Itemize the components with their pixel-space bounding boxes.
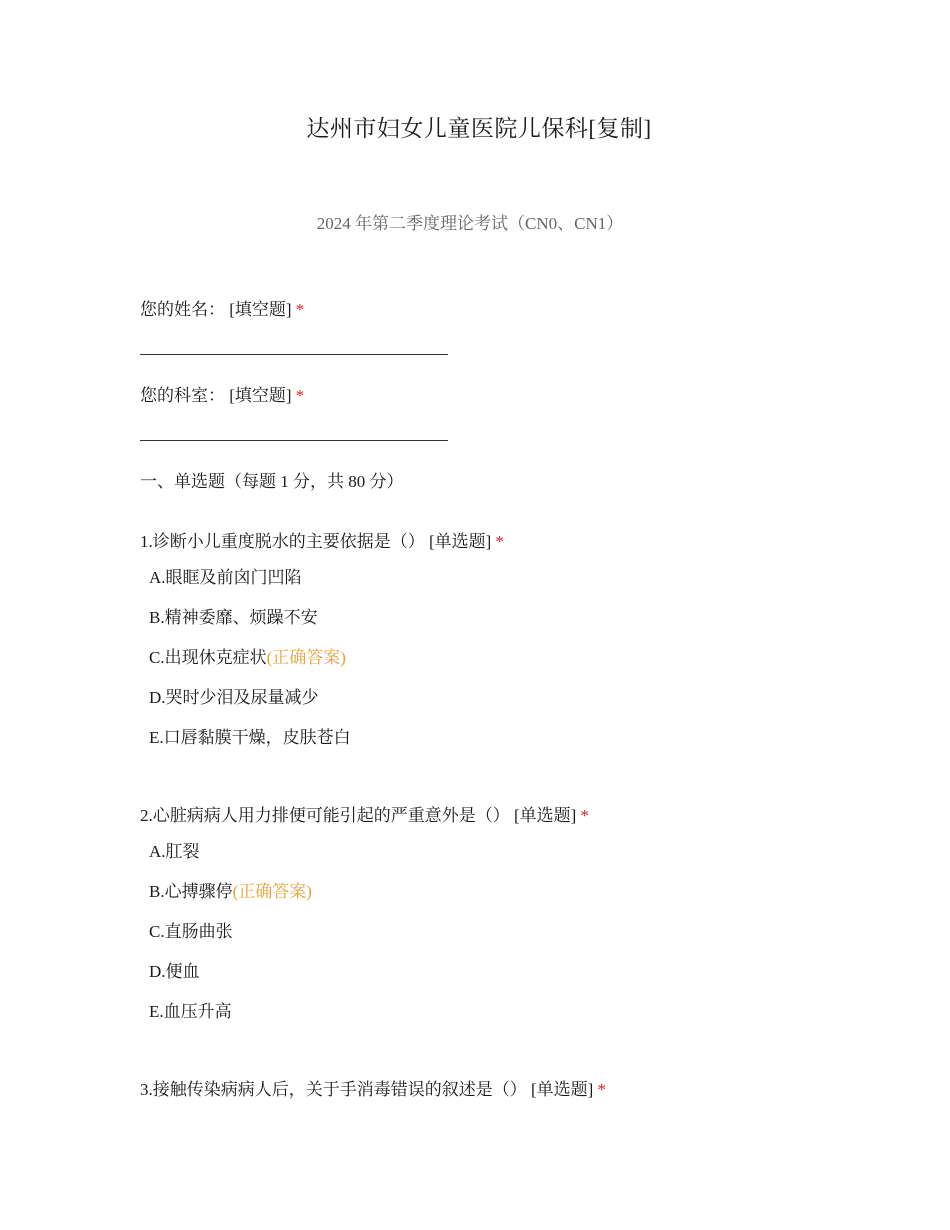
question-2	[140, 803, 900, 1039]
correct-answer-tag: (正确答案)	[266, 648, 346, 667]
page-subtitle: 2024 年第二季度理论考试（CN0、CN1）	[316, 214, 624, 233]
name-field-text: 您的姓名： [填空题]	[140, 300, 292, 319]
question-text: 2.心脏病病人用力排便可能引起的严重意外是（） [单选题]	[140, 806, 577, 825]
correct-answer-tag: (正确答案)	[232, 882, 312, 901]
required-mark: *	[295, 300, 305, 319]
question-text: 3.接触传染病病人后，关于手消毒错误的叙述是（） [单选题]	[140, 1080, 594, 1099]
option-a[interactable]	[149, 839, 900, 879]
option-b[interactable]	[149, 605, 900, 645]
question-text: 1.诊断小儿重度脱水的主要依据是（） [单选题]	[140, 532, 492, 551]
survey-content	[140, 297, 900, 1141]
option-e[interactable]	[149, 999, 900, 1039]
name-field-label	[140, 297, 900, 323]
option-text: B.心搏骤停	[149, 882, 233, 901]
option-text: D.哭时少泪及尿量减少	[149, 688, 319, 707]
option-c[interactable]	[149, 645, 900, 685]
department-field	[140, 383, 900, 441]
name-input-line[interactable]	[140, 354, 448, 355]
question-title	[140, 529, 900, 555]
option-text: E.口唇黏膜干燥，皮肤苍白	[149, 728, 351, 747]
department-field-label	[140, 383, 900, 409]
required-mark: *	[597, 1080, 606, 1099]
question-1	[140, 529, 900, 765]
option-text: A.眼眶及前囟门凹陷	[149, 568, 302, 587]
option-a[interactable]	[149, 565, 900, 605]
required-mark: *	[295, 386, 305, 405]
department-input-line[interactable]	[140, 440, 448, 441]
option-text: A.肛裂	[149, 842, 200, 861]
question-title	[140, 803, 900, 829]
option-text: B.精神委靡、烦躁不安	[149, 608, 318, 627]
option-d[interactable]	[149, 959, 900, 999]
option-list	[140, 565, 900, 765]
option-text: C.直肠曲张	[149, 922, 233, 941]
department-field-text: 您的科室： [填空题]	[140, 386, 292, 405]
section-title: 一、单选题（每题 1 分，共 80 分）	[140, 472, 404, 491]
required-mark: *	[580, 806, 589, 825]
option-list	[140, 839, 900, 1039]
option-text: E.血压升高	[149, 1002, 232, 1021]
option-e[interactable]	[149, 725, 900, 765]
option-text: D.便血	[149, 962, 200, 981]
option-b[interactable]	[149, 879, 900, 919]
required-mark: *	[495, 532, 504, 551]
option-text: C.出现休克症状	[149, 648, 267, 667]
question-3	[140, 1077, 900, 1103]
option-d[interactable]	[149, 685, 900, 725]
question-title	[140, 1077, 900, 1103]
option-c[interactable]	[149, 919, 900, 959]
page-title: 达州市妇女儿童医院儿保科[复制]	[306, 116, 652, 141]
name-field	[140, 297, 900, 355]
